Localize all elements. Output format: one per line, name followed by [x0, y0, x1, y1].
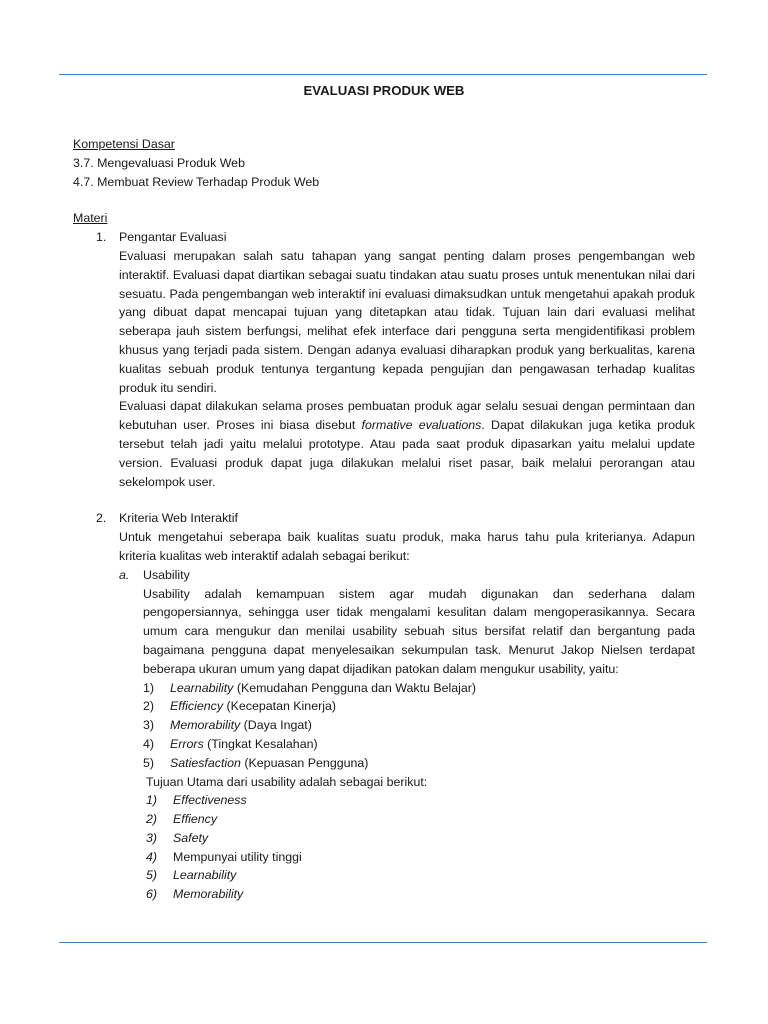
goal-item: 3) Safety: [146, 830, 209, 845]
section-2: [73, 509, 695, 904]
list-item: 2) Efficiency (Kecepatan Kinerja): [143, 699, 336, 714]
goal-item: 2) Effiency: [146, 812, 218, 827]
section-number: 1.: [96, 230, 107, 245]
kompetensi-item: 3.7. Mengevaluasi Produk Web: [73, 155, 245, 170]
kompetensi-heading: Kompetensi Dasar: [73, 137, 175, 151]
document-page: [73, 80, 695, 904]
section-1: [73, 228, 695, 491]
section-heading: Pengantar Evaluasi: [119, 230, 227, 245]
list-item: 1) Learnability (Kemudahan Pengguna dan Waktu Belajar): [143, 680, 477, 695]
page-title: EVALUASI PRODUK WEB: [303, 83, 465, 98]
list-item: 5) Satiesfaction (Kepuasan Pengguna): [143, 755, 369, 770]
goal-item: 6) Memorability: [146, 887, 244, 902]
goal-item: 5) Learnability: [146, 868, 237, 883]
paragraph: Evaluasi dapat dilakukan selama proses pembuatan produk agar selalu sesuai dengan permintaan dan kebutuhan user. Proses ini biasa disebut formative evaluations. Dapat dilakukan juga ketika produk tersebut telah jadi yaitu melalui prototype. Atau pada saat produk dipasarkan yaitu melalui update version. Evaluasi produk dapat juga dilakukan melalui riset pasar, baik melalui perorangan atau sekelompok user.: [119, 399, 695, 489]
goals-intro: Tujuan Utama dari usability adalah sebagai berikut:: [146, 774, 428, 789]
paragraph: Usability adalah kemampuan sistem agar mudah digunakan dan sederhana dalam pengopersiannya, sehingga user tidak mengalami kesulitan dalam mengoperasikannya. Secara umum cara mengukur dan menilai usability sebuah situs bersifat relatif dan bergantung pada bagaimana pengguna dapat menyelesaikan sekumpulan task. Menurut Jakop Nielsen terdapat beberapa ukuran umum yang dapat dijadikan patokan dalam mengukur usability, yaitu:: [143, 586, 695, 676]
header-rule: [59, 74, 707, 75]
subsection-heading: Usability: [143, 567, 190, 582]
goal-item: 1) Effectiveness: [146, 793, 247, 808]
kompetensi-item: 4.7. Membuat Review Terhadap Produk Web: [73, 174, 320, 189]
section-heading: Kriteria Web Interaktif: [119, 511, 238, 526]
paragraph: Untuk mengetahui seberapa baik kualitas suatu produk, maka harus tahu pula kriterianya. Adapun kriteria kualitas web interaktif adalah sebagai berikut:: [119, 530, 695, 563]
list-item: 3) Memorability (Daya Ingat): [143, 718, 312, 733]
materi-heading: Materi: [73, 211, 108, 226]
subsection-label: a.: [119, 567, 130, 582]
section-number: 2.: [96, 511, 107, 526]
list-item: 4) Errors (Tingkat Kesalahan): [143, 736, 318, 751]
goal-item: 4) Mempunyai utility tinggi: [146, 849, 302, 864]
paragraph: Evaluasi merupakan salah satu tahapan yang sangat penting dalam proses pengembangan web interaktif. Evaluasi dapat diartikan sebagai suatu tindakan atau suatu proses untuk menentukan nilai dari sesuatu. Pada pengembangan web interaktif ini evaluasi dimaksudkan untuk mengetahui apakah produk yang dibuat dapat mencapai tujuan yang ditetapkan atau tidak. Tujuan lain dari evaluasi melihat seberapa jauh sistem berfungsi, melihat efek interface dari pengguna serta mengidentifikasi problem khusus yang terjadi pada sistem. Dengan adanya evaluasi diharapkan produk yang berkualitas, karena kualitas sebuah produk tentunya tergantung kepada pengujian dan pengawasan terhadap kualitas produk itu sendiri.: [119, 248, 695, 395]
subsection-usability: [119, 566, 695, 585]
footer-rule: [59, 942, 707, 943]
